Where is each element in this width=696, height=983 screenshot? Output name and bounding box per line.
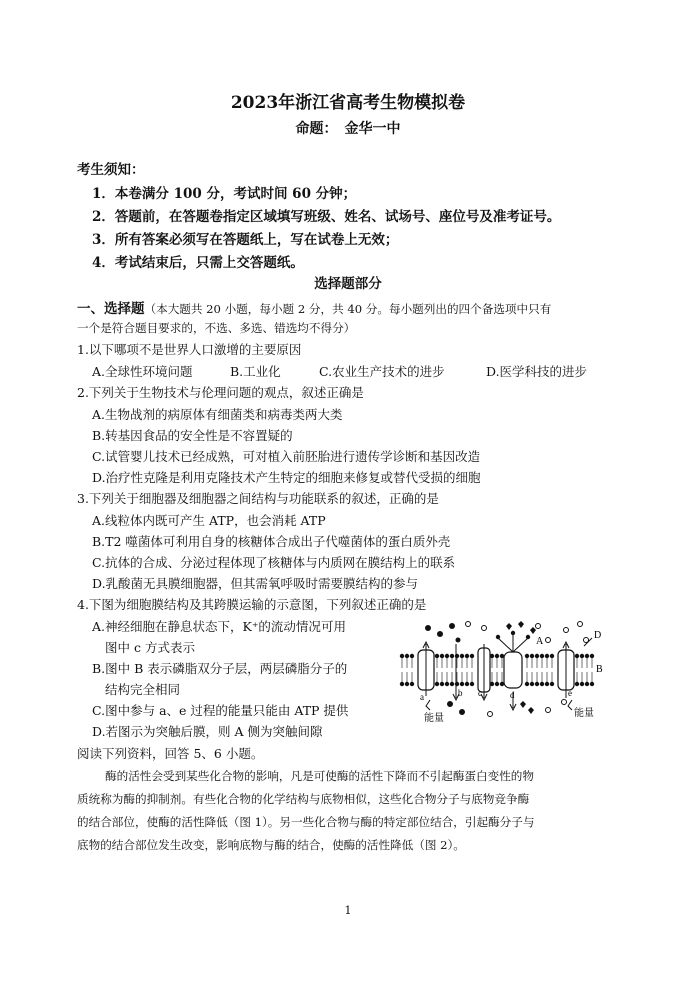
q1-option-b: B.工业化 xyxy=(230,364,281,379)
label-d: d xyxy=(510,690,515,700)
molecule-dot xyxy=(459,709,465,715)
phospholipid-head xyxy=(440,682,444,686)
phospholipid-head xyxy=(410,654,414,658)
phospholipid-head xyxy=(530,654,534,658)
phospholipid-head xyxy=(580,654,584,658)
phospholipid-head xyxy=(410,682,414,686)
reading-line-2: 质统称为酶的抑制剂。有些化合物的化学结构与底物相似，这些化合物分子与底物竞争酶 xyxy=(77,792,530,806)
q2-option-a: A.生物战剂的病原体有细菌类和病毒类两大类 xyxy=(92,407,343,422)
phospholipid-head xyxy=(455,654,459,658)
energy-label-right: 能量 xyxy=(574,708,594,719)
q1-option-a: A.全球性环境问题 xyxy=(92,364,193,379)
phospholipid-head xyxy=(465,682,469,686)
phospholipid-head xyxy=(580,682,584,686)
heart-molecule xyxy=(530,627,536,634)
q4-option-a-line2: 图中 c 方式表示 xyxy=(105,640,195,655)
part-header xyxy=(77,297,551,317)
part-label: 一、选择题 xyxy=(77,301,145,317)
reading-intro: 阅读下列资料，回答 5、6 小题。 xyxy=(77,746,264,761)
q2-option-b: B.转基因食品的安全性是不容置疑的 xyxy=(92,428,293,443)
q3-stem: 3.下列关于细胞器及细胞器之间结构与功能联系的叙述，正确的是 xyxy=(77,491,439,506)
molecule-dot xyxy=(447,701,453,707)
phospholipid-head xyxy=(495,682,499,686)
phospholipid-head xyxy=(530,682,534,686)
molecule-dot xyxy=(546,638,551,643)
q2-option-d: D.治疗性克隆是利用克隆技术产生特定的细胞来修复或替代受损的细胞 xyxy=(92,470,481,485)
section-title: 选择题部分 xyxy=(314,276,382,292)
heart-molecule xyxy=(518,621,524,628)
label-b: b xyxy=(458,688,463,698)
phospholipid-head xyxy=(575,682,579,686)
phospholipid-head xyxy=(525,654,529,658)
phospholipid-head xyxy=(540,682,544,686)
label-c: c xyxy=(478,688,482,698)
phospholipid-head xyxy=(450,654,454,658)
heart-molecule xyxy=(506,623,512,630)
q2-stem: 2.下列关于生物技术与伦理问题的观点，叙述正确是 xyxy=(77,385,364,400)
phospholipid-head xyxy=(590,654,594,658)
molecule-dot xyxy=(425,625,431,631)
notice-heading: 考生须知： xyxy=(77,162,145,178)
molecule-dot xyxy=(562,700,567,705)
phospholipid-head xyxy=(440,654,444,658)
q1-option-c: C.农业生产技术的进步 xyxy=(319,364,445,379)
part-desc-line2: 一个是符合题目要求的，不选、多选、错选均不得分） xyxy=(77,321,356,335)
phospholipid-head xyxy=(445,654,449,658)
phospholipid-head xyxy=(545,654,549,658)
q4-option-b-line1: B.图中 B 表示磷脂双分子层，两层磷脂分子的 xyxy=(92,661,348,676)
phospholipid-head xyxy=(550,682,554,686)
molecule-dot xyxy=(437,631,443,637)
reading-line-1: 酶的活性会受到某些化合物的影响，凡是可使酶的活性下降而不引起酶蛋白变性的物 xyxy=(105,769,534,783)
q4-option-b-line2: 结构完全相同 xyxy=(105,682,181,697)
notice-item-1: 1．本卷满分 100 分，考试时间 60 分钟； xyxy=(92,186,357,202)
phospholipid-head xyxy=(545,682,549,686)
energy-label-left: 能量 xyxy=(424,713,444,724)
phospholipid-head xyxy=(405,682,409,686)
molecule-dot xyxy=(536,624,541,629)
heart-molecule xyxy=(528,707,534,714)
cell-membrane-diagram xyxy=(398,616,610,726)
phospholipid-head xyxy=(465,654,469,658)
phospholipid-head xyxy=(540,654,544,658)
sugar-chain-dot xyxy=(526,635,530,639)
phospholipid-head xyxy=(405,654,409,658)
phospholipid-head xyxy=(455,682,459,686)
phospholipid-head xyxy=(585,654,589,658)
protein-d-carrier xyxy=(504,652,522,688)
notice-item-3: 3．所有答案必须写在答题纸上，写在试卷上无效； xyxy=(92,232,399,248)
phospholipid-head xyxy=(435,682,439,686)
label-B: B xyxy=(596,664,603,675)
exam-proposer: 命题： 金华一中 xyxy=(295,121,401,137)
phospholipid-head xyxy=(535,654,539,658)
phospholipid-head xyxy=(450,682,454,686)
phospholipid-head xyxy=(400,654,404,658)
molecule-dot xyxy=(488,712,493,717)
page-number: 1 xyxy=(344,904,352,917)
molecule-dot xyxy=(449,623,455,629)
q4-option-c: C.图中参与 a、e 过程的能量只能由 ATP 提供 xyxy=(92,703,349,718)
part-desc-line1: （本大题共 20 小题，每小题 2 分，共 40 分。每小题列出的四个备选项中只有 xyxy=(144,302,552,316)
q4-option-d: D.若图示为突触后膜，则 A 侧为突触间隙 xyxy=(92,724,323,739)
phospholipid-head xyxy=(495,654,499,658)
label-e: e xyxy=(568,688,572,698)
q3-option-b: B.T2 噬菌体可利用自身的核糖体合成出子代噬菌体的蛋白质外壳 xyxy=(92,534,451,549)
label-D: D xyxy=(594,630,602,641)
q4-stem: 4.下图为细胞膜结构及其跨膜运输的示意图，下列叙述正确的是 xyxy=(77,597,427,612)
sugar-chain-dot xyxy=(511,631,515,635)
notice-item-4: 4．考试结束后，只需上交答题纸。 xyxy=(92,255,304,271)
notice-item-2: 2．答题前，在答题卷指定区域填写班级、姓名、试场号、座位号及准考证号。 xyxy=(92,209,561,225)
q1-option-d: D.医学科技的进步 xyxy=(486,364,588,379)
q1-stem: 1.以下哪项不是世界人口激增的主要原因 xyxy=(77,342,302,357)
phospholipid-head xyxy=(470,654,474,658)
phospholipid-head xyxy=(460,682,464,686)
molecule-dot xyxy=(546,708,551,713)
molecule-dot xyxy=(456,638,461,643)
label-a: a xyxy=(420,692,424,702)
q3-option-d: D.乳酸菌无具膜细胞器，但其需氧呼吸时需要膜结构的参与 xyxy=(92,576,419,591)
heart-molecule xyxy=(520,701,526,708)
q4-option-a-line1: A.神经细胞在静息状态下，K⁺的流动情况可用 xyxy=(92,619,346,634)
q3-option-c: C.抗体的合成、分泌过程体现了核糖体与内质网在膜结构上的联系 xyxy=(92,555,456,570)
phospholipid-head xyxy=(445,682,449,686)
reading-line-3: 的结合部位，使酶的活性降低（图 1）。另一些化合物与酶的特定部位结合，引起酶分子与 xyxy=(77,815,535,829)
phospholipid-head xyxy=(575,654,579,658)
molecule-dot xyxy=(564,628,569,633)
phospholipid-head xyxy=(470,682,474,686)
exam-title: 2023年浙江省高考生物模拟卷 xyxy=(230,93,466,113)
phospholipid-head xyxy=(400,682,404,686)
phospholipid-head xyxy=(590,682,594,686)
molecule-dot xyxy=(482,626,487,631)
molecule-dot xyxy=(466,622,471,627)
glycoprotein-A xyxy=(498,634,528,652)
q3-option-a: A.线粒体内既可产生 ATP，也会消耗 ATP xyxy=(92,513,326,528)
q2-option-c: C.试管婴儿技术已经成熟，可对植入前胚胎进行遗传学诊断和基因改造 xyxy=(92,449,481,464)
phospholipid-head xyxy=(525,682,529,686)
sugar-chain-dot xyxy=(496,635,500,639)
label-A: A xyxy=(536,636,544,647)
reading-line-4: 底物的结合部位发生改变，影响底物与酶的结合，使酶的活性降低（图 2）。 xyxy=(77,838,465,852)
phospholipid-head xyxy=(550,654,554,658)
phospholipid-head xyxy=(585,682,589,686)
phospholipid-head xyxy=(460,654,464,658)
molecule-dot xyxy=(578,622,583,627)
phospholipid-head xyxy=(435,654,439,658)
phospholipid-head xyxy=(535,682,539,686)
